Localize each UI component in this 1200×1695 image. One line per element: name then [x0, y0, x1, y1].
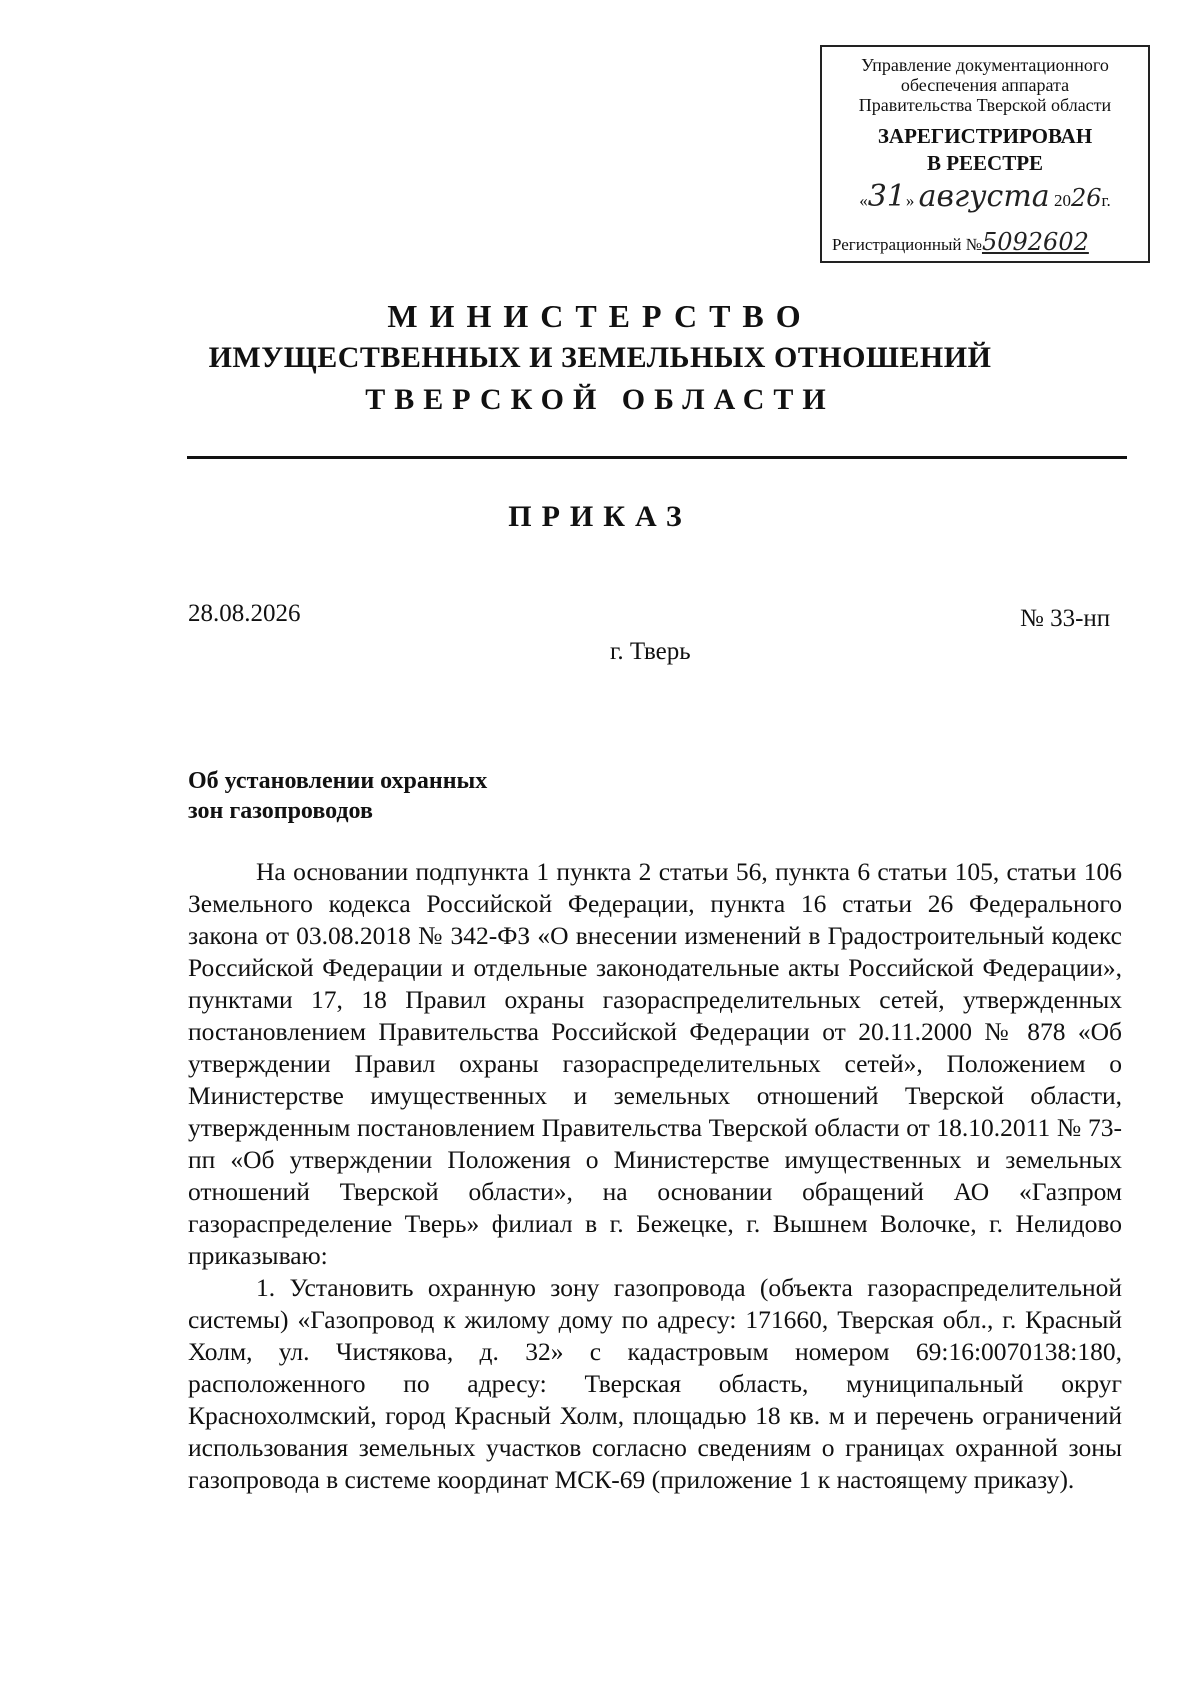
- stamp-registered-line-1: ЗАРЕГИСТРИРОВАН: [877, 124, 1093, 148]
- preamble-paragraph: На основании подпункта 1 пункта 2 статьи 56, пункта 6 статьи 105, статьи 106 Земельного кодекса Российской Федерации, пункта 16 статьи 26 Федерального закона от 03.08.2018 № 342-ФЗ «О внесении изменений в Градостроительный кодекс Российской Федерации и отдельные законодательные акты Российской Федерации», пунктами 17, 18 Правил охраны газораспределительных сетей, утвержденных постановлением Правительства Российской Федерации от 20.11.2000 № 878 «Об утверждении Правил охраны газораспределительных сетей», Положением о Министерстве имущественных и земельных отношений Тверской области, утвержденным постановлением Правительства Тверской области от 18.10.2011 № 73-пп «Об утверждении Положения о Министерстве имущественных и земельных отношений Тверской области», на основании обращений АО «Газпром газораспределение Тверь» филиал в г. Бежецке, г. Вышнем Волочке, г. Нелидово приказываю:: [188, 857, 1122, 1270]
- stamp-date-close-quote: »: [905, 191, 915, 210]
- header-divider: [187, 456, 1127, 459]
- ministry-region: ТВЕРСКОЙ ОБЛАСТИ: [365, 383, 835, 416]
- ministry-header: [0, 295, 1200, 421]
- stamp-date-year-suffix: 26: [1070, 184, 1102, 212]
- order-number: № 33-нп: [1020, 605, 1111, 632]
- stamp-number-label: Регистрационный №: [832, 235, 982, 254]
- stamp-date-year-unit: г.: [1101, 191, 1111, 210]
- order-body: [188, 856, 1122, 1496]
- stamp-date-year-prefix: 20: [1053, 191, 1071, 210]
- order-item-1: 1. Установить охранную зону газопровода (объекта газораспределительной системы) «Газопровод к жилому дому по адресу: 171660, Тверская обл., г. Красный Холм, ул. Чистякова, д. 32» с кадастровым номером 69:16:0070138:180, расположенного по адресу: Тверская область, муниципальный округ Краснохолмский, город Красный Холм, площадью 18 кв. м и перечень ограничений использования земельных участков согласно сведениям о границах охранной зоны газопровода в системе координат МСК-69 (приложение 1 к настоящему приказу).: [188, 1273, 1122, 1494]
- stamp-registered: [822, 123, 1148, 177]
- stamp-date-month: августа: [918, 179, 1050, 214]
- stamp-number: [832, 228, 1089, 256]
- stamp-line-3: Правительства Тверской области: [858, 95, 1112, 115]
- subject-line-2: зон газопроводов: [188, 798, 373, 824]
- ministry-title: МИНИСТЕРСТВО: [387, 298, 813, 334]
- ministry-subtitle: ИМУЩЕСТВЕННЫХ И ЗЕМЕЛЬНЫХ ОТНОШЕНИЙ: [208, 341, 992, 374]
- stamp-line-1: Управление документационного: [861, 55, 1109, 75]
- stamp-date-day: 31: [867, 179, 906, 214]
- stamp-number-value: 5092602: [981, 228, 1089, 256]
- registration-stamp: [820, 45, 1150, 263]
- order-subject: [188, 766, 487, 826]
- stamp-date-open-quote: «: [859, 191, 868, 210]
- stamp-line-2: обеспечения аппарата: [900, 75, 1070, 95]
- order-title: ПРИКАЗ: [508, 500, 692, 533]
- subject-line-1: Об установлении охранных: [188, 768, 488, 794]
- order-date: 28.08.2026: [188, 600, 301, 627]
- stamp-registered-line-2: В РЕЕСТРЕ: [926, 151, 1044, 175]
- stamp-date: [822, 179, 1148, 219]
- order-city: г. Тверь: [610, 638, 691, 665]
